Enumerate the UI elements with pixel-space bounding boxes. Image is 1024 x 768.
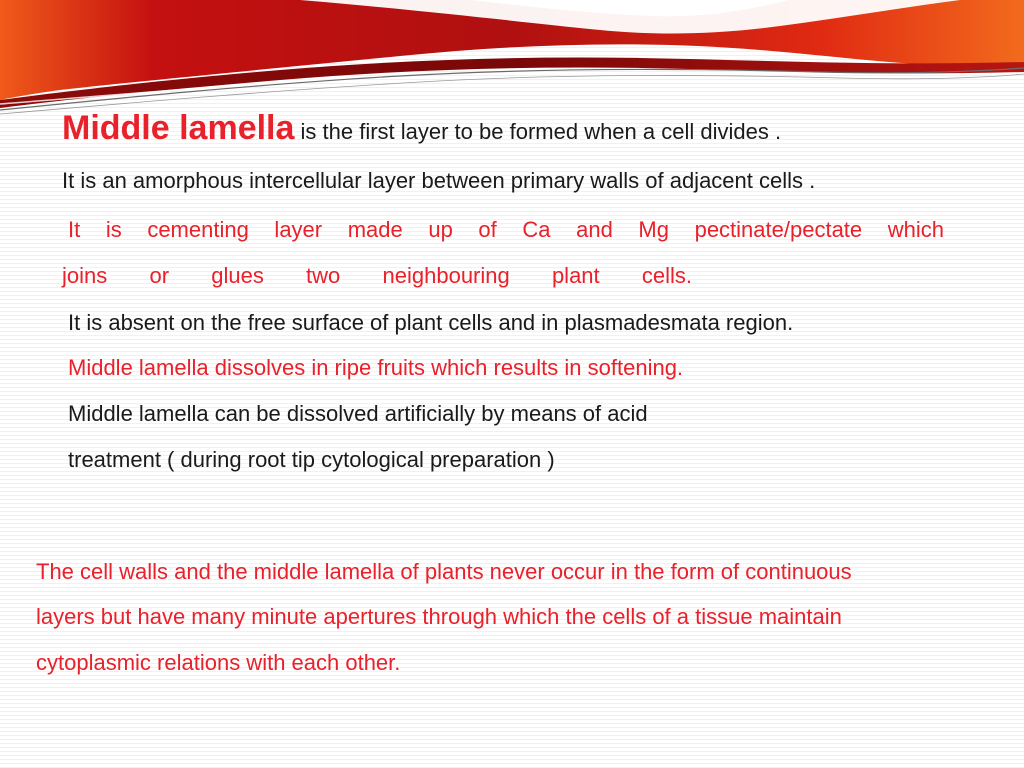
closing-line-1: The cell walls and the middle lamella of plants never occur in the form of continuous bbox=[36, 559, 852, 584]
middle-lamella-heading: Middle lamella bbox=[62, 109, 295, 147]
ripe-fruits-text: Middle lamella dissolves in ripe fruits which results in softening. bbox=[68, 355, 684, 380]
intro-text: is the first layer to be formed when a cell divides . bbox=[294, 119, 782, 144]
closing-line-3: cytoplasmic relations with each other. bbox=[36, 650, 401, 675]
intro-line bbox=[62, 108, 781, 152]
joins-cells-text: joins or glues two neighbouring plant cells. bbox=[62, 263, 692, 288]
treatment-text: treatment ( during root tip cytological preparation ) bbox=[68, 447, 555, 472]
header-wave-decoration bbox=[0, 0, 1024, 125]
closing-line-2: layers but have many minute apertures through which the cells of a tissue maintain bbox=[36, 604, 842, 629]
absent-free-surface-text: It is absent on the free surface of plant cells and in plasmadesmata region. bbox=[68, 310, 794, 335]
amorphous-layer-text: It is an amorphous intercellular layer between primary walls of adjacent cells . bbox=[62, 168, 816, 193]
dissolved-artificially-text: Middle lamella can be dissolved artificially by means of acid bbox=[68, 401, 648, 426]
cementing-layer-text: It is cementing layer made up of Ca and Mg pectinate/pectate which bbox=[68, 217, 944, 242]
